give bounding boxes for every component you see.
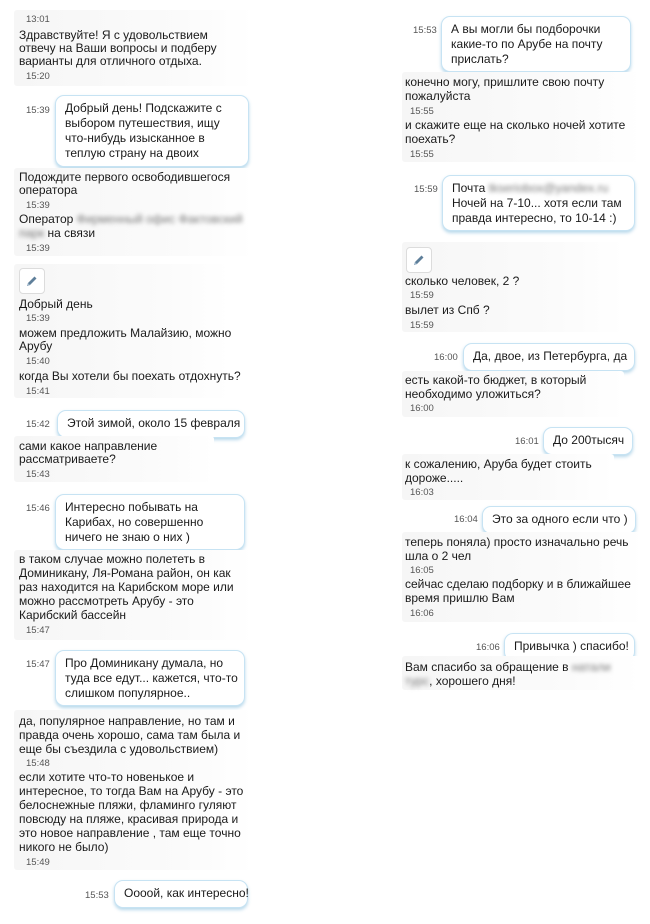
operator-message: шла о 2 чел xyxy=(405,549,472,563)
timestamp: 16:06 xyxy=(476,642,500,653)
user-message-bubble: Этой зимой, около 15 февраля xyxy=(57,410,245,438)
timestamp: 16:00 xyxy=(434,352,458,363)
user-message-bubble: Про Доминикану думала, но туда все едут... кажется, что-то слишком популярное.. xyxy=(55,650,245,706)
operator-message: конечно могу, пришлите свою почту xyxy=(405,75,605,89)
operator-message: к сожалению, Аруба будет стоить xyxy=(405,457,592,471)
user-message-bubble: Интересно побывать на Карибах, но совершенно ничего не знаю о них ) xyxy=(55,494,245,550)
timestamp: 15:49 xyxy=(26,857,50,868)
operator-message: пожалуйста xyxy=(405,89,471,103)
timestamp: 15:59 xyxy=(410,290,434,301)
operator-message: время пришлю Вам xyxy=(405,591,515,605)
timestamp: 16:05 xyxy=(410,565,434,576)
timestamp: 15:47 xyxy=(26,625,50,636)
timestamp: 15:55 xyxy=(410,149,434,160)
operator-message: сейчас сделаю подборку и в ближайшее xyxy=(405,577,631,591)
timestamp: 15:41 xyxy=(26,386,50,397)
timestamp: 15:59 xyxy=(414,184,438,195)
operator-message: интересное, то тогда Вам на Арубу - это xyxy=(19,784,244,798)
timestamp: 15:43 xyxy=(26,469,50,480)
timestamp: 15:20 xyxy=(26,71,50,82)
operator-message: отвечу на Ваши вопросы и подберу xyxy=(19,41,217,55)
timestamp: 15:46 xyxy=(26,503,50,514)
user-message-bubble: Почта tkseriobox@yandex.ru Ночей на 7-10... хотя если там правда интересно, то 10-14 :) xyxy=(442,175,635,231)
user-message-bubble: Привычка ) спасибо! xyxy=(504,633,635,661)
operator-message: необходимо уложиться? xyxy=(405,387,541,401)
operator-message: когда Вы хотели бы поехать отдохнуть? xyxy=(19,369,241,383)
user-message-bubble: Оооой, как интересно! xyxy=(114,880,248,908)
user-message-bubble: Добрый день! Подскажите с выбором путешествия, ищу что-нибудь изысканное в теплую страну на двоих xyxy=(55,95,249,167)
operator-message: повсюду на пляже, красивая природа и xyxy=(19,812,239,826)
timestamp: 16:06 xyxy=(410,608,434,619)
operator-message: и скажите еще на сколько ночей хотите xyxy=(405,118,626,132)
operator-message: можем предложить Малайзию, можно xyxy=(19,326,232,340)
operator-message: раз находится на Карибском море или xyxy=(19,580,234,594)
operator-message: оператора xyxy=(19,183,78,197)
operator-message: в таком случае можно полететь в xyxy=(19,552,206,566)
operator-message: Добрый день xyxy=(19,297,93,311)
operator-message: варианты для отличного отдыха. xyxy=(19,54,202,68)
operator-message: теперь поняла) просто изначально речь xyxy=(405,535,629,549)
timestamp: 16:04 xyxy=(454,514,478,525)
operator-message: Здравствуйте! Я с удовольствием xyxy=(19,28,208,42)
operator-message: есть какой-то бюджет, в который xyxy=(405,373,587,387)
operator-message: белоснежные пляжи, фламинго гуляют xyxy=(19,798,237,812)
operator-message: сколько человек, 2 ? xyxy=(405,274,520,288)
user-message-bubble: Да, двое, из Петербурга, да xyxy=(463,343,635,371)
timestamp: 15:39 xyxy=(26,313,50,324)
operator-message: Арубу xyxy=(19,339,53,353)
operator-message: можно рассмотреть Арубу - это xyxy=(19,594,194,608)
operator-message: никого не было) xyxy=(19,840,109,854)
operator-message: Подождите первого освободившегося xyxy=(19,170,231,184)
pencil-icon xyxy=(412,253,426,267)
timestamp: 15:47 xyxy=(26,659,50,670)
timestamp: 15:55 xyxy=(410,106,434,117)
operator-message: да, популярное направление, но там и xyxy=(19,714,235,728)
user-message-bubble: Это за одного если что ) xyxy=(482,506,636,534)
timestamp: 16:01 xyxy=(515,436,539,447)
timestamp: 15:39 xyxy=(26,200,50,211)
timestamp: 15:59 xyxy=(410,320,434,331)
timestamp: 13:01 xyxy=(26,14,50,25)
operator-message: Доминикану, Ля-Романа район, он как xyxy=(19,566,231,580)
timestamp: 16:03 xyxy=(410,487,434,498)
operator-message: Вам спасибо за обращение в натали xyxy=(405,660,611,674)
operator-message: парк на связи xyxy=(19,226,96,240)
operator-message: если хотите что-то новенькое и xyxy=(19,770,195,784)
operator-message: Карибский бассейн xyxy=(19,608,127,622)
operator-avatar xyxy=(19,268,45,294)
operator-message: Оператор Фирменный офис Фактовский xyxy=(19,212,243,226)
operator-message: сами какое направление xyxy=(19,439,158,453)
timestamp: 15:53 xyxy=(413,25,437,36)
timestamp: 15:48 xyxy=(26,758,50,769)
operator-message: это новое направление , там еще точно xyxy=(19,826,241,840)
timestamp: 15:40 xyxy=(26,356,50,367)
user-message-bubble: А вы могли бы подборочки какие-то по Арубе на почту прислать? xyxy=(441,16,631,72)
operator-message: дороже..... xyxy=(405,471,464,485)
operator-message: турс, хорошего дня! xyxy=(405,674,516,688)
pencil-icon xyxy=(25,274,39,288)
operator-message: поехать? xyxy=(405,132,456,146)
timestamp: 15:39 xyxy=(26,105,50,116)
timestamp: 15:42 xyxy=(26,419,50,430)
operator-message: вылет из Спб ? xyxy=(405,303,490,317)
operator-message: правда очень хорошо, сама там была и xyxy=(19,728,241,742)
operator-message: еще бы съездила с удовольствием) xyxy=(19,742,219,756)
user-message-bubble: До 200тысяч xyxy=(543,427,633,455)
timestamp: 15:53 xyxy=(85,890,109,901)
timestamp: 16:00 xyxy=(410,403,434,414)
timestamp: 15:39 xyxy=(26,243,50,254)
operator-avatar xyxy=(406,247,432,273)
operator-message: рассматриваете? xyxy=(19,452,116,466)
